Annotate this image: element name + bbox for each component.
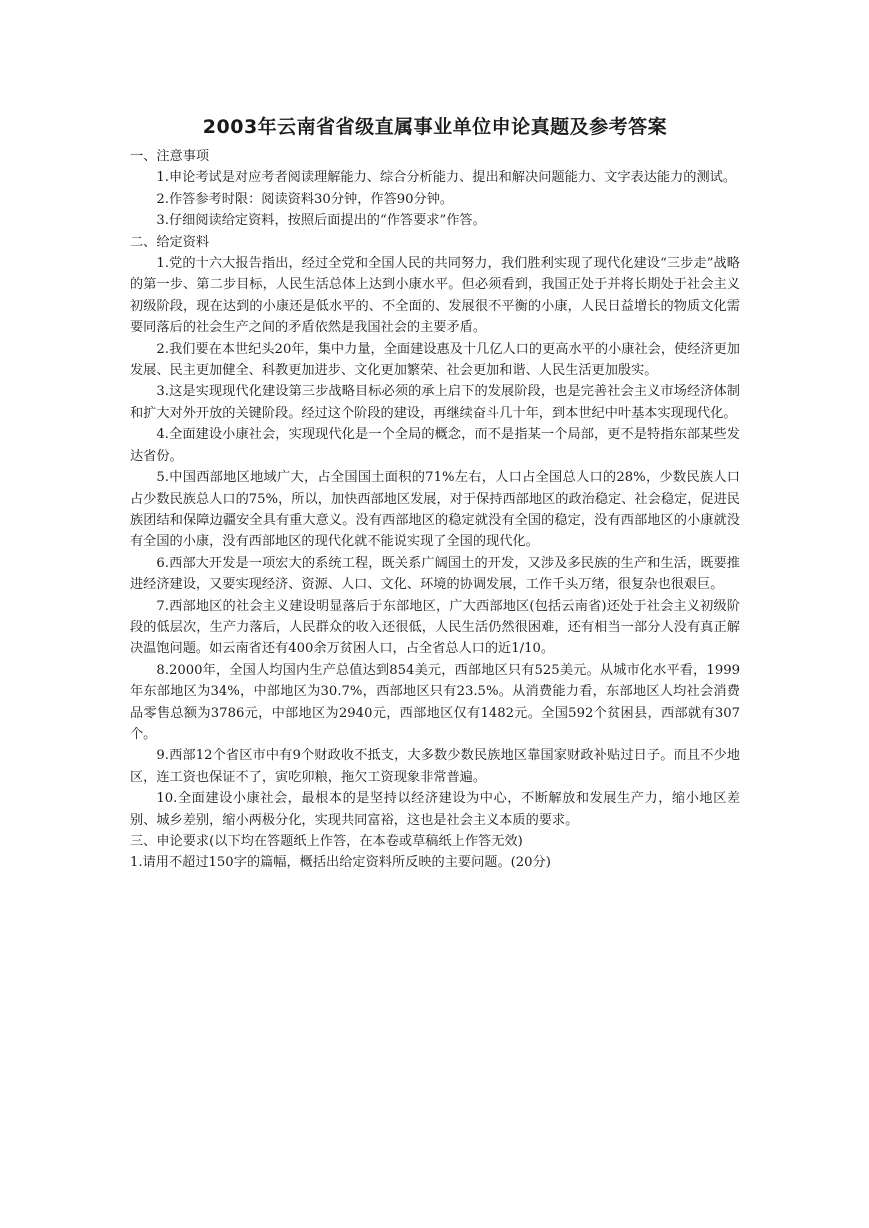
material-paragraph-8: 8.2000年，全国人均国内生产总值达到854美元，西部地区只有525美元。从城市化水平看，1999年东部地区为34%，中部地区为30.7%，西部地区只有23.5%。从消费能力看，东部地区人均社会消费品零售总额为3786元，中部地区为2940元，西部地区仅有1482元。全国592个贫困县，西部就有307个。 xyxy=(130,662,740,742)
document-page xyxy=(130,112,740,874)
notes-item-3: 3.仔细阅读给定资料，按照后面提出的“作答要求”作答。 xyxy=(156,213,486,229)
material-paragraph-1: 1.党的十六大报告指出，经过全党和全国人民的共同努力，我们胜利实现了现代化建设“三步走”战略的第一步、第二步目标，人民生活总体上达到小康水平。但必须看到，我国正处于并将长期处于社会主义初级阶段，现在达到的小康还是低水平的、不全面的、发展很不平衡的小康，人民日益增长的物质文化需要同落后的社会生产之间的矛盾依然是我国社会的主要矛盾。 xyxy=(130,256,740,336)
material-paragraph-3: 3.这是实现现代化建设第三步战略目标必须的承上启下的发展阶段，也是完善社会主义市场经济体制和扩大对外开放的关键阶段。经过这个阶段的建设，再继续奋斗几十年，到本世纪中叶基本实现现代化。 xyxy=(130,384,740,421)
requirement-item-1: 1.请用不超过150字的篇幅，概括出给定资料所反映的主要问题。(20分) xyxy=(130,855,551,871)
section-heading-requirements: 三、申论要求(以下均在答题纸上作答，在本卷或草稿纸上作答无效) xyxy=(130,834,523,849)
notes-item-1: 1.申论考试是对应考者阅读理解能力、综合分析能力、提出和解决问题能力、文字表达能力的测试。 xyxy=(156,170,737,186)
material-paragraph-9: 9.西部12个省区市中有9个财政收不抵支，大多数少数民族地区靠国家财政补贴过日子。而且不少地区，连工资也保证不了，寅吃卯粮，拖欠工资现象非常普遍。 xyxy=(130,748,740,785)
material-paragraph-10: 10.全面建设小康社会，最根本的是坚持以经济建设为中心，不断解放和发展生产力，缩小地区差别、城乡差别，缩小两极分化，实现共同富裕，这也是社会主义本质的要求。 xyxy=(130,791,740,828)
material-paragraph-4: 4.全面建设小康社会，实现现代化是一个全局的概念，而不是指某一个局部，更不是特指东部某些发达省份。 xyxy=(130,427,740,464)
material-paragraph-5: 5.中国西部地区地域广大，占全国国土面积的71%左右，人口占全国总人口的28%，少数民族人口占少数民族总人口的75%，所以，加快西部地区发展，对于保持西部地区的政治稳定、社会稳定，促进民族团结和保障边疆安全具有重大意义。没有西部地区的稳定就没有全国的稳定，没有西部地区的小康就没有全国的小康，没有西部地区的现代化就不能说实现了全国的现代化。 xyxy=(130,470,740,550)
notes-item-2: 2.作答参考时限：阅读资料30分钟，作答90分钟。 xyxy=(156,191,454,207)
document-title: 2003年云南省省级直属事业单位申论真题及参考答案 xyxy=(202,116,668,138)
section-heading-notes: 一、注意事项 xyxy=(130,149,210,164)
material-paragraph-7: 7.西部地区的社会主义建设明显落后于东部地区，广大西部地区(包括云南省)还处于社会主义初级阶段的低层次，生产力落后，人民群众的收入还很低，人民生活仍然很困难，还有相当一部分人没有真正解决温饱问题。如云南省还有400余万贫困人口，占全省总人口的近1/10。 xyxy=(130,598,740,657)
material-paragraph-2: 2.我们要在本世纪头20年，集中力量，全面建设惠及十几亿人口的更高水平的小康社会，使经济更加发展、民主更加健全、科教更加进步、文化更加繁荣、社会更加和谐、人民生活更加殷实。 xyxy=(130,341,740,379)
section-heading-materials: 二、给定资料 xyxy=(130,234,210,250)
material-paragraph-6: 6.西部大开发是一项宏大的系统工程，既关系广阔国土的开发，又涉及多民族的生产和生活，既要推进经济建设，又要实现经济、资源、人口、文化、环境的协调发展，工作千头万绪，很复杂也很艰巨。 xyxy=(130,555,740,593)
